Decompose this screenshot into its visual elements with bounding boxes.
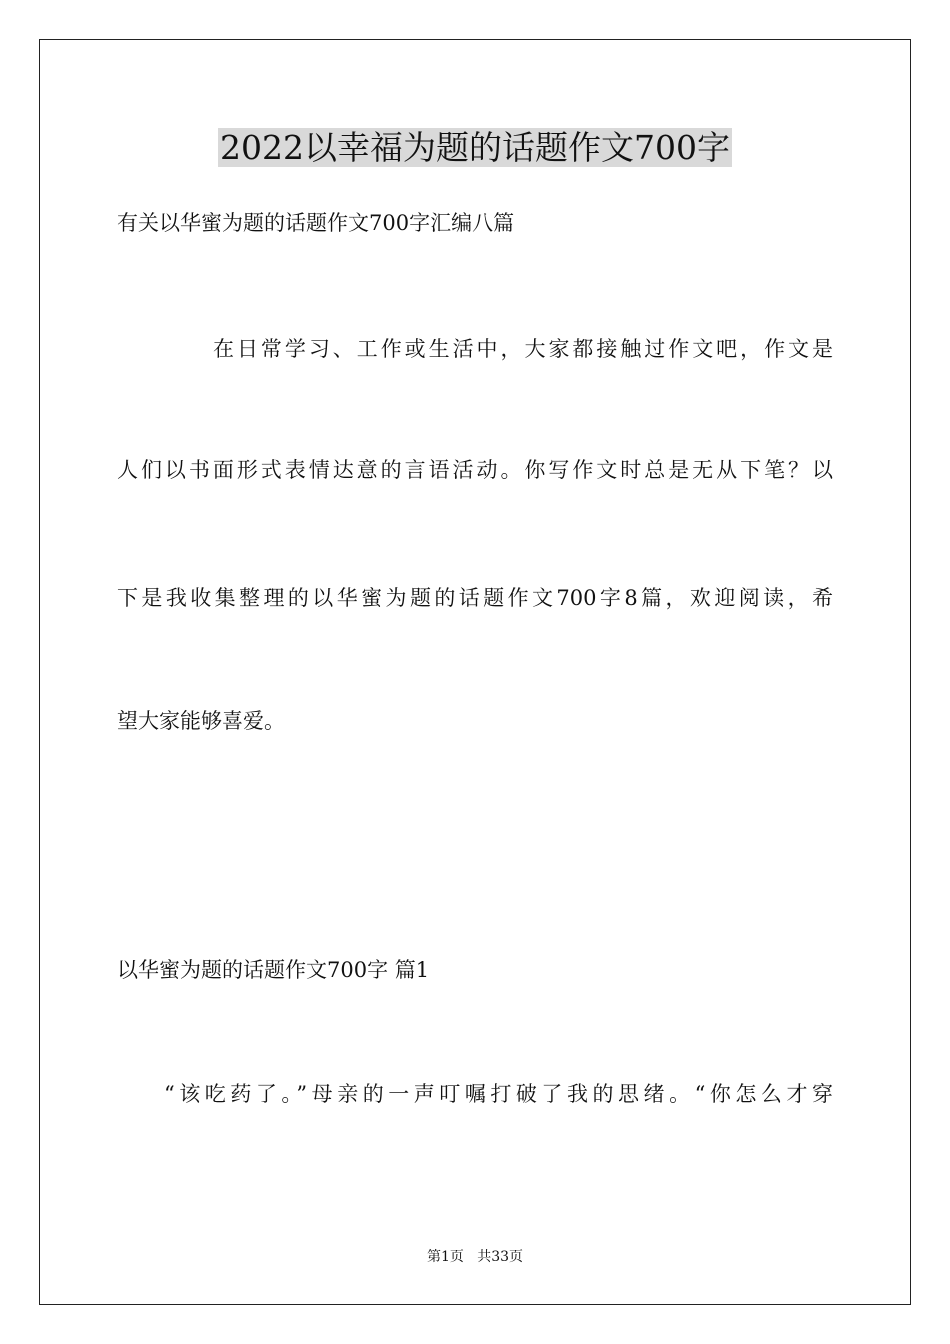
intro-line-1: 在日常学习、工作或生活中，大家都接触过作文吧，作文是 [213, 337, 833, 361]
document-title-text: 2022以幸福为题的话题作文700字 [220, 128, 730, 167]
section-heading: 以华蜜为题的话题作文700字 篇1 [117, 958, 430, 982]
document-title [0, 126, 950, 170]
intro-line-3: 下是我收集整理的以华蜜为题的话题作文700字8篇，欢迎阅读，希 [117, 586, 833, 610]
page-number-footer: 第1页 共33页 [426, 1249, 524, 1265]
intro-line-4: 望大家能够喜爱。 [117, 709, 285, 733]
intro-line-2: 人们以书面形式表情达意的言语活动。你写作文时总是无从下笔？以 [117, 458, 833, 482]
document-subtitle: 有关以华蜜为题的话题作文700字汇编八篇 [117, 211, 515, 235]
body-paragraph-line: “该吃药了。”母亲的一声叮嘱打破了我的思绪。“你怎么才穿 [164, 1082, 833, 1106]
